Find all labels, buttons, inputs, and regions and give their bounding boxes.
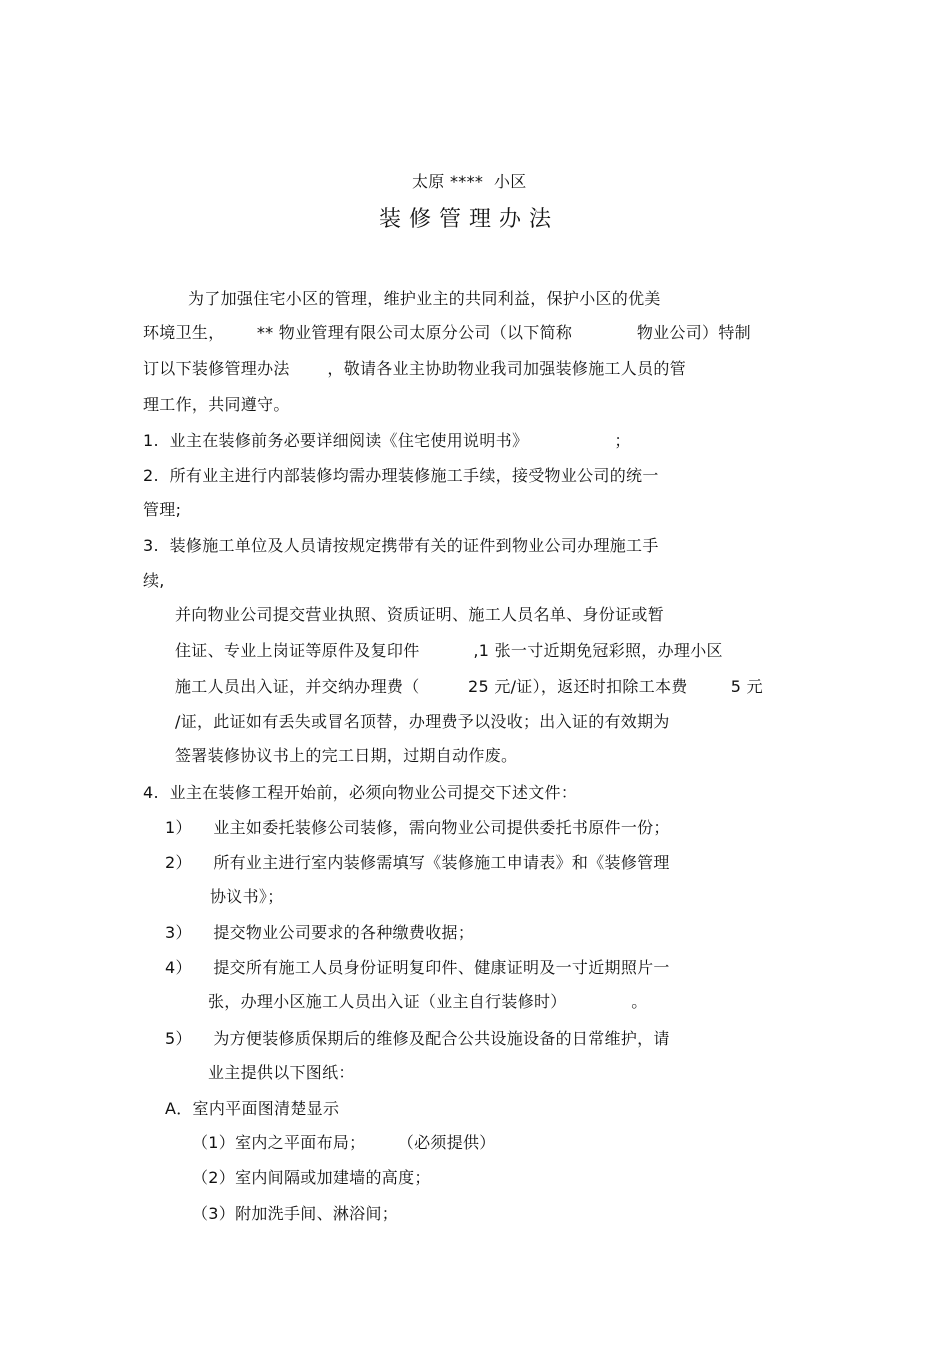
doc-title: 装修管理办法 (379, 207, 560, 232)
list-item-2: 2. 所有业主进行内部装修均需办理装修施工手续，接受物业公司的统一 (143, 466, 659, 485)
sub-item-2-cont: 协议书》； (210, 887, 284, 906)
section-a: A．室内平面图清楚显示 (165, 1099, 340, 1118)
body-line: 为了加强住宅小区的管理，维护业主的共同利益，保护小区的优美 (188, 289, 661, 308)
body-line: /证，此证如有丢失或冒名顶替，办理费予以没收；出入证的有效期为 (175, 712, 670, 731)
list-item-4: 4. 业主在装修工程开始前，必须向物业公司提交下述文件： (143, 783, 578, 802)
sub-item-1: 1） 业主如委托装修公司装修，需向物业公司提供委托书原件一份； (165, 818, 670, 837)
list-item-1: 1. 业主在装修前务必要详细阅读《住宅使用说明书》 ； (143, 431, 631, 450)
section-a-item-1: （1）室内之平面布局； （必须提供） (192, 1133, 496, 1152)
section-a-item-3: （3）附加洗手间、淋浴间； (192, 1204, 399, 1223)
body-line: 签署装修协议书上的完工日期，过期自动作废。 (175, 746, 518, 765)
sub-item-4: 4） 提交所有施工人员身份证明复印件、健康证明及一寸近期照片一 (165, 958, 670, 977)
sub-item-4-cont: 张，办理小区施工人员出入证（业主自行装修时） 。 (208, 992, 648, 1011)
list-item-3: 3. 装修施工单位及人员请按规定携带有关的证件到物业公司办理施工手 (143, 536, 659, 555)
sub-item-5: 5） 为方便装修质保期后的维修及配合公共设施设备的日常维护，请 (165, 1029, 670, 1048)
list-item-3-cont: 续, (143, 571, 165, 590)
body-line: 并向物业公司提交营业执照、资质证明、施工人员名单、身份证或暂 (175, 605, 665, 624)
sub-item-3: 3） 提交物业公司要求的各种缴费收据； (165, 923, 475, 942)
doc-subtitle: 太原 **** 小区 (412, 172, 527, 191)
section-a-item-2: （2）室内间隔或加建墙的高度； (192, 1168, 431, 1187)
sub-item-5-cont: 业主提供以下图纸： (208, 1063, 355, 1082)
list-item-2-cont: 管理; (143, 500, 182, 519)
body-line: 环境卫生， ** 物业管理有限公司太原分公司（以下简称 物业公司）特制 (143, 323, 751, 342)
body-line: 施工人员出入证，并交纳办理费（ 25 元/证），返还时扣除工本费 5 元 (175, 677, 763, 696)
body-line: 订以下装修管理办法 ，敬请各业主协助物业我司加强装修施工人员的管 (143, 359, 687, 378)
sub-item-2: 2） 所有业主进行室内装修需填写《装修施工申请表》和《装修管理 (165, 853, 670, 872)
body-line: 住证、专业上岗证等原件及复印件 ,1 张一寸近期免冠彩照，办理小区 (175, 641, 723, 660)
body-line: 理工作，共同遵守。 (143, 395, 290, 414)
